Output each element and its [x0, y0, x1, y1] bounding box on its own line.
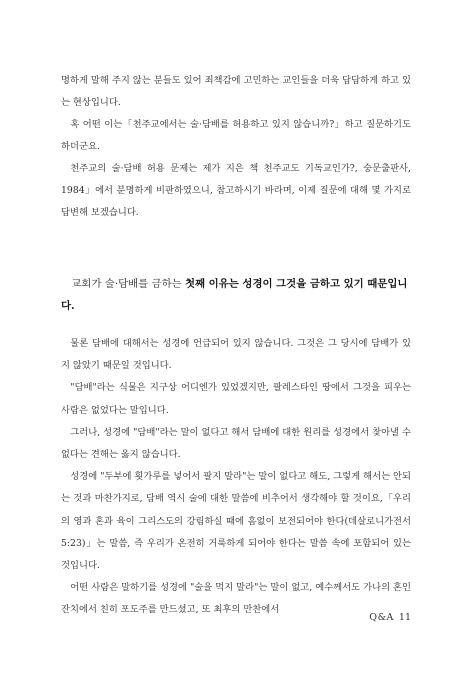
paragraph: "담배"라는 식물은 지구상 어디엔가 있었겠지만, 팔레스타인 땅에서 그것을 피우는 사람은 없었다는 말입니다. [61, 382, 411, 416]
highlight-lead: 교회가 술·담배를 금하는 [71, 278, 185, 290]
page-number: 11 [398, 612, 411, 623]
paragraph: 그러나, 성경에 "담배"라는 말이 없다고 해서 담배에 대한 원리를 성경에서 찾아낼 수 없다는 견해는 옳지 않습니다. [61, 426, 411, 461]
body-text-section-1 [61, 70, 411, 224]
paragraph: 명하게 말해 주지 않는 분들도 있어 죄책감에 고민하는 교인들을 더욱 답답하게 하고 있는 현상입니다. [61, 75, 411, 108]
paragraph: 성경에 "두부에 횟가루를 넣어서 팔지 말라"는 말이 없다고 해도, 그렇게 해서는 안되는 것과 마찬가지로, 담배 역시 술에 대한 말씀에 비추어서 생각해야 할 것이요,「우리의 영과 혼과 육이 그리스도의 강림하실 때에 흠없이 보전되어야 한다(데살로니가전서 5:23)」는 말씀, 즉 우리가 온전히 거룩하게 되어야 한다는 말씀 속에 포함되어 있는 것입니다. [61, 471, 411, 572]
paragraph: 물론 담배에 대해서는 성경에 언급되어 있지 않습니다. 그것은 그 당시에 담배가 있지 않았기 때문일 것입니다. [61, 338, 411, 372]
body-text-section-2 [61, 333, 411, 622]
highlight-paragraph [61, 273, 411, 317]
page-footer [369, 612, 411, 623]
paragraph [61, 273, 411, 317]
paragraph: 천주교의 술·담배 허용 문제는 제가 지은 책 천주교도 기독교인가?, 숭문출판사, 1984」에서 분명하게 비판하였으니, 참고하시기 바라며, 이제 질문에 대해 몇 가지로 답변해 보겠습니다. [61, 163, 411, 218]
paragraph: 어떤 사람은 말하기를 성경에 "술을 먹지 말라"는 말이 없고, 예수께서도 가나의 혼인 잔치에서 친히 포도주를 만드셨고, 또 최후의 만찬에서 [61, 582, 411, 616]
highlight-bold: 첫째 이유는 성경이 그것을 금하고 있기 때문입니다. [61, 278, 408, 312]
section-label: Q&A [369, 612, 394, 623]
paragraph: 혹 어떤 이는「천주교에서는 술·담배를 허용하고 있지 않습니까?」하고 질문하기도 하더군요. [61, 119, 411, 152]
